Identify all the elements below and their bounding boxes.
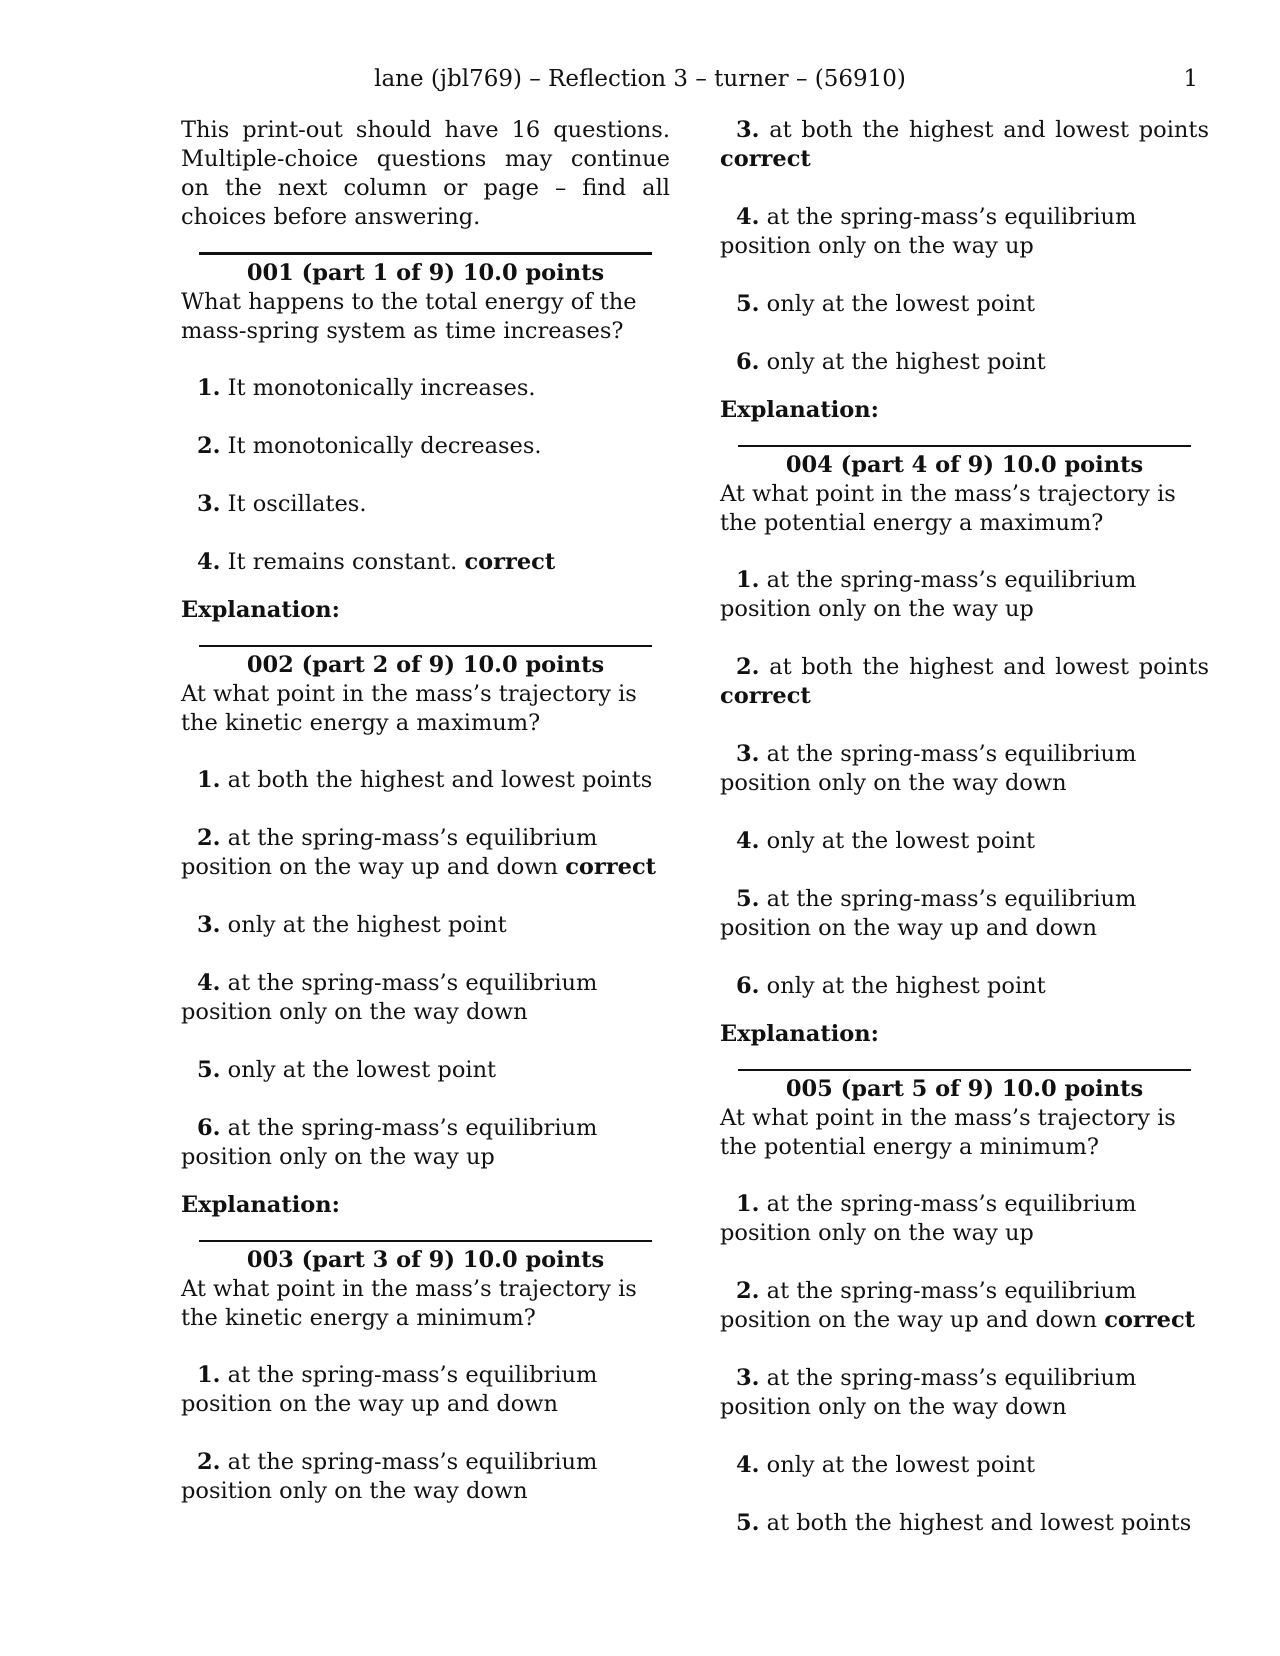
choice-4 <box>720 827 1209 856</box>
header-title: lane (jbl769) – Reflection 3 – turner – (56910) <box>374 66 906 92</box>
choice-text: at the spring-mass’s equilibrium position only on the way up <box>181 1115 598 1170</box>
choice-3 <box>720 740 1209 798</box>
choice-text: only at the highest point <box>227 912 507 938</box>
question-003-continued <box>720 116 1209 425</box>
choice-2 <box>720 653 1209 711</box>
choice-number: 4. <box>197 549 221 575</box>
choice-number: 5. <box>736 1510 760 1536</box>
choice-text: at the spring-mass’s equilibrium position on the way up and down <box>181 825 598 880</box>
choice-number: 3. <box>197 491 221 517</box>
choice-2 <box>181 432 670 461</box>
explanation-label: Explanation: <box>720 397 879 423</box>
question-text: At what point in the mass’s trajectory is the kinetic energy a minimum? <box>181 1276 637 1331</box>
right-column <box>720 116 1209 1567</box>
choice-number: 4. <box>736 828 760 854</box>
choice-5 <box>181 1056 670 1085</box>
explanation-label: Explanation: <box>181 1192 340 1218</box>
choice-number: 4. <box>736 204 760 230</box>
choice-number: 3. <box>197 912 221 938</box>
choice-4 <box>181 548 670 577</box>
question-title: 005 (part 5 of 9) 10.0 points <box>785 1076 1144 1102</box>
choice-text: at the spring-mass’s equilibrium position on the way up and down <box>181 1362 598 1417</box>
choice-6 <box>720 972 1209 1001</box>
choice-text: at the spring-mass’s equilibrium position only on the way up <box>720 204 1137 259</box>
choice-text: at the spring-mass’s equilibrium position only on the way down <box>720 741 1137 796</box>
choice-1 <box>720 566 1209 624</box>
left-column <box>181 116 670 1535</box>
question-text: At what point in the mass’s trajectory is the potential energy a maximum? <box>720 481 1176 536</box>
choice-5 <box>720 1509 1209 1538</box>
explanation-label: Explanation: <box>181 597 340 623</box>
choice-number: 3. <box>736 117 760 143</box>
choice-4 <box>720 1451 1209 1480</box>
choice-3 <box>720 116 1209 174</box>
correct-marker: correct <box>720 683 811 709</box>
choice-number: 2. <box>736 1278 760 1304</box>
choice-text: at the spring-mass’s equilibrium position only on the way down <box>720 1365 1137 1420</box>
correct-marker: correct <box>464 549 556 575</box>
question-text: At what point in the mass’s trajectory is the kinetic energy a maximum? <box>181 681 637 736</box>
choice-text: only at the lowest point <box>766 1452 1036 1478</box>
choice-text: at both the highest and lowest points <box>227 767 653 793</box>
question-divider <box>199 1240 652 1242</box>
question-title: 004 (part 4 of 9) 10.0 points <box>785 452 1144 478</box>
question-004 <box>720 445 1209 1049</box>
choice-number: 6. <box>197 1115 221 1141</box>
choice-number: 1. <box>197 375 221 401</box>
correct-marker: correct <box>565 854 657 880</box>
question-divider <box>738 1069 1191 1071</box>
choice-text: only at the highest point <box>766 973 1046 999</box>
choice-text: at the spring-mass’s equilibrium position only on the way up <box>720 1191 1137 1246</box>
choice-line <box>720 116 1209 145</box>
choice-text: at the spring-mass’s equilibrium position only on the way down <box>181 1449 598 1504</box>
choice-text: only at the lowest point <box>227 1057 497 1083</box>
choice-number: 1. <box>197 767 221 793</box>
page-header <box>0 62 1280 96</box>
choice-text: at the spring-mass’s equilibrium position only on the way down <box>181 970 598 1025</box>
choice-number: 1. <box>197 1362 221 1388</box>
page-number: 1 <box>1183 66 1198 92</box>
question-divider <box>199 645 652 647</box>
question-title: 001 (part 1 of 9) 10.0 points <box>246 260 605 286</box>
choice-text: at the spring-mass’s equilibrium position on the way up and down <box>720 886 1137 941</box>
explanation-label: Explanation: <box>720 1021 879 1047</box>
choice-1 <box>720 1190 1209 1248</box>
choice-number: 1. <box>736 1191 760 1217</box>
choice-2 <box>720 1277 1209 1335</box>
choice-text: It oscillates. <box>227 491 367 517</box>
question-text: At what point in the mass’s trajectory is the potential energy a minimum? <box>720 1105 1176 1160</box>
question-001 <box>181 252 670 625</box>
choice-text: only at the highest point <box>766 349 1046 375</box>
choice-text: at both the highest and lowest points <box>769 117 1209 143</box>
choice-3 <box>181 490 670 519</box>
choice-1 <box>181 374 670 403</box>
choice-text: It monotonically increases. <box>227 375 536 401</box>
choice-number: 4. <box>197 970 221 996</box>
choice-number: 5. <box>736 291 760 317</box>
choice-2 <box>181 1448 670 1506</box>
choice-number: 2. <box>197 433 221 459</box>
choice-text: at the spring-mass’s equilibrium position only on the way up <box>720 567 1137 622</box>
choice-number: 1. <box>736 567 760 593</box>
choice-1 <box>181 1361 670 1419</box>
correct-marker: correct <box>1104 1307 1196 1333</box>
choice-number: 4. <box>736 1452 760 1478</box>
choice-5 <box>720 885 1209 943</box>
question-002 <box>181 645 670 1220</box>
choice-text: at the spring-mass’s equilibrium position on the way up and down <box>720 1278 1137 1333</box>
choice-text: It monotonically decreases. <box>227 433 542 459</box>
choice-number: 6. <box>736 973 760 999</box>
choice-number: 5. <box>736 886 760 912</box>
choice-number: 2. <box>197 1449 221 1475</box>
choice-line <box>720 653 1209 682</box>
choice-3 <box>181 911 670 940</box>
choice-number: 2. <box>736 654 760 680</box>
choice-number: 3. <box>736 1365 760 1391</box>
question-title: 002 (part 2 of 9) 10.0 points <box>246 652 605 678</box>
choice-number: 2. <box>197 825 221 851</box>
question-005 <box>720 1069 1209 1538</box>
choice-3 <box>720 1364 1209 1422</box>
choice-6 <box>181 1114 670 1172</box>
choice-2 <box>181 824 670 882</box>
choice-1 <box>181 766 670 795</box>
choice-text: at both the highest and lowest points <box>769 654 1209 680</box>
choice-text: It remains constant. <box>227 549 458 575</box>
question-divider <box>738 445 1191 447</box>
choice-number: 6. <box>736 349 760 375</box>
choice-number: 3. <box>736 741 760 767</box>
question-title: 003 (part 3 of 9) 10.0 points <box>246 1247 605 1273</box>
question-divider <box>199 252 652 255</box>
choice-4 <box>181 969 670 1027</box>
choice-5 <box>720 290 1209 319</box>
question-text: What happens to the total energy of the mass-spring system as time increases? <box>181 289 637 344</box>
choice-text: only at the lowest point <box>766 828 1036 854</box>
choice-6 <box>720 348 1209 377</box>
question-003 <box>181 1240 670 1506</box>
choice-text: at both the highest and lowest points <box>766 1510 1192 1536</box>
correct-marker: correct <box>720 146 811 172</box>
choice-4 <box>720 203 1209 261</box>
choice-text: only at the lowest point <box>766 291 1036 317</box>
intro-text: This print-out should have 16 questions. Multiple-choice questions may continue on the next column or page – find all choices before answering. <box>181 117 670 230</box>
choice-number: 5. <box>197 1057 221 1083</box>
